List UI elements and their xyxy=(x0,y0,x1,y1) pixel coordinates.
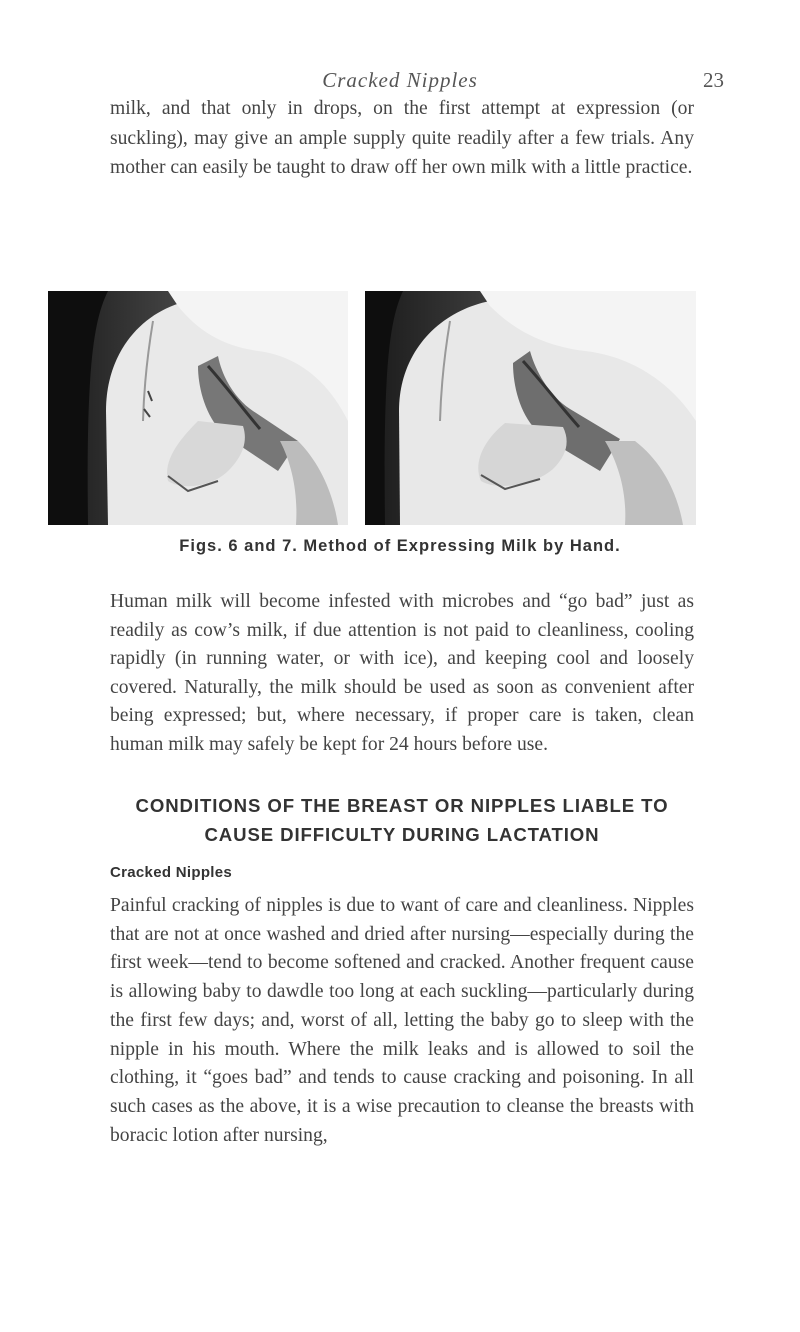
figure-caption: Figs. 6 and 7. Method of Expressing Milk by Hand. xyxy=(179,537,621,555)
figure-7-photo xyxy=(365,291,696,525)
page-number: 23 xyxy=(703,68,724,92)
running-title: Cracked Nipples xyxy=(322,68,478,92)
cracking-paragraph: Painful cracking of nipples is due to want of care and cleanliness. Nipples that are not at once washed and dried after nursing—especially during the first week—tend to become softened and cracked. Another frequent cause is allowing baby to dawdle too long at each suckling—particularly during the first few days; and, worst of all, letting the baby go to sleep with the nipple in his mouth. Where the milk leaks and is allowed to soil the clothing, it “goes bad” and tends to cause cracking and poisoning. In all such cases as the above, it is a wise precaution to cleanse the breasts with boracic lotion after nursing, xyxy=(110,895,694,1146)
intro-paragraph: milk, and that only in drops, on the first attempt at expression (or suckling), may give an ample supply quite readily after a few trials. Any mother can easily be taught to draw off her own milk with a little practice. xyxy=(110,98,694,179)
figure-6-photo xyxy=(48,291,348,525)
section-heading: CONDITIONS OF THE BREAST OR NIPPLES LIABLE TO CAUSE DIFFICULTY DURING LACTATION xyxy=(135,795,669,845)
subheading-cracked-nipples: Cracked Nipples xyxy=(110,864,233,881)
human-milk-paragraph: Human milk will become infested with microbes and “go bad” just as readily as cow’s milk, if due attention is not paid to cleanliness, cooling rapidly (in running water, or with ice), and keeping cool and loosely covered. Naturally, the milk should be used as soon as convenient after being expressed; but, where necessary, if proper care is taken, clean human milk may safely be kept for 24 hours before use. xyxy=(110,591,694,755)
figure-row xyxy=(48,291,696,525)
